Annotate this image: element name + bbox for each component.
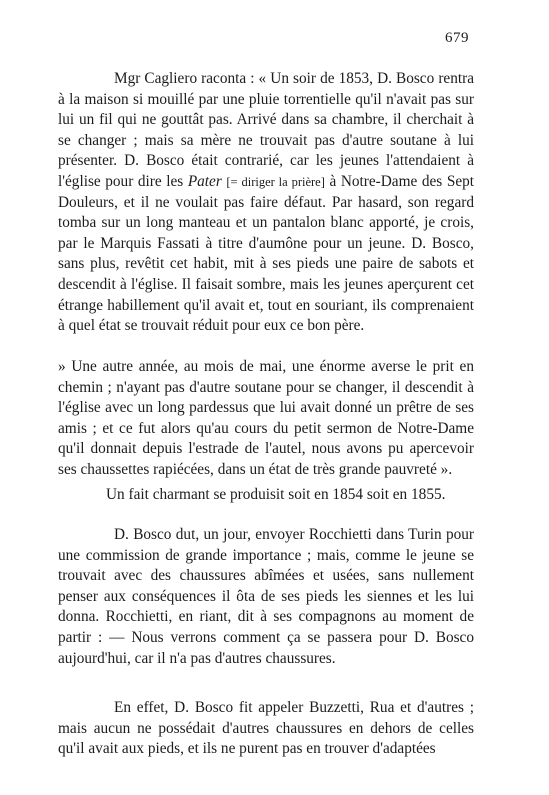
paragraph-charming-fact — [58, 485, 474, 506]
bracket-note: [= diriger la prière] — [226, 174, 325, 189]
paragraph-text: En effet, D. Bosco fit appeler Buzzetti, Rua et d'autres ; mais aucun ne possédait d'autres chaussures en dehors de celles qu'il avait aux pieds, et ils ne purent pas en trouver d'adaptées — [58, 699, 474, 758]
paragraph-text: Un fait charmant se produisit soit en 1854 soit en 1855. — [106, 486, 446, 503]
paragraph-cagliero-story — [58, 69, 474, 337]
paragraph-text: D. Bosco dut, un jour, envoyer Rocchietti dans Turin pour une commission de grande importance ; mais, comme le jeune se trouvait avec des chaussures abîmées et usées, sans nullement penser aux conséquences il ôta de ses pieds les siennes et les lui donna. Rocchietti, en riant, dit à ses compagnons au moment de partir : — Nous verrons comment ça se passera pour D. Bosco aujourd'hui, car il n'a pas d'autres chaussures. — [58, 526, 474, 667]
paragraph-text: » Une autre année, au mois de mai, une énorme averse le prit en chemin ; n'ayant pas d'autre soutane pour se changer, il descendit à l'église avec un long pardessus que lui avait donné un prêtre de ses amis ; et ce fut alors qu'au cours du petit sermon de Notre-Dame qu'il donnait depuis l'estrade de l'autel, nous avons pu apercevoir ses chaussettes rapiécées, dans un état de très grande pauvreté ». — [58, 358, 474, 478]
text-run: à Notre-Dame des Sept Douleurs, et il ne voulait pas faire défaut. Par hasard, son regard tomba sur un long manteau et un pantalon blanc apporté, je crois, par le Marquis Fassati à titre d'aumône pour un jeune. D. Bosco, sans plus, revêtit cet habit, mit à ses pieds une paire de sabots et descendit à l'église. Il faisait sombre, mais les jeunes aperçurent cet étrange habillement qu'il avait et, tout en souriant, ils comprenaient à quel état se trouvait réduit pour eux ce bon père. — [58, 172, 475, 335]
paragraph-text — [58, 69, 474, 337]
paragraph-second-story — [58, 357, 474, 481]
paragraph-rocchietti — [58, 525, 474, 669]
paragraph-buzzetti — [58, 698, 474, 760]
page-number: 679 — [445, 30, 469, 46]
italic-word-pater: Pater — [187, 172, 222, 190]
text-run: Mgr Cagliero raconta : « Un soir de 1853, D. Bosco rentra à la maison si mouillé par une pluie torrentielle qu'il n'avait pas sur lui un fil qui ne gouttât pas. Arrivé dans sa chambre, il cherchait à se changer ; mais sa mère ne trouvait pas d'autre soutane à lui présenter. D. Bosco était contrarié, car les jeunes l'attendaient à l'église pour dire les — [58, 70, 474, 190]
